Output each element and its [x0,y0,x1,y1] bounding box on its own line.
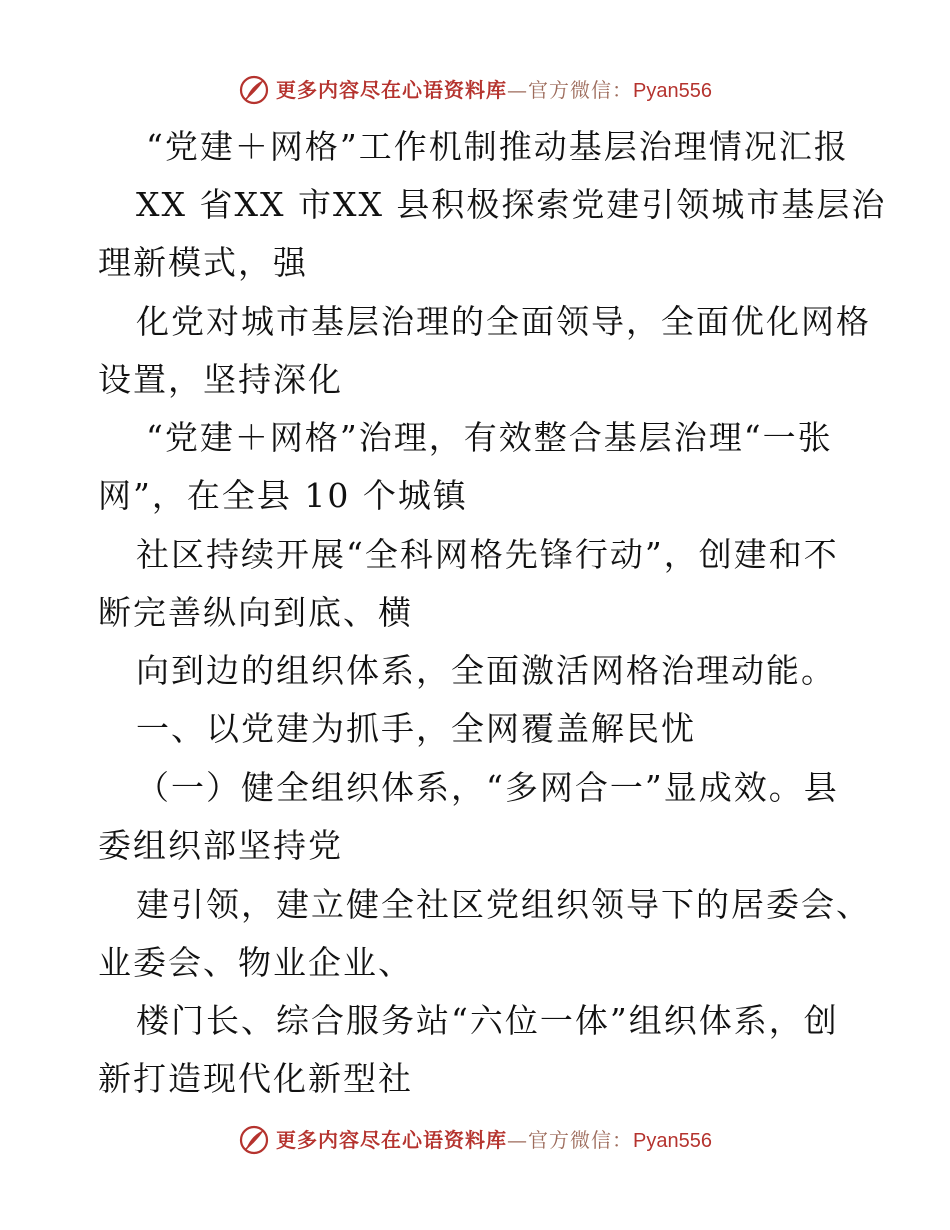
text-line: 社区持续开展“全科网格先锋行动”，创建和不 [136,535,839,574]
watermark-slogan: 更多内容尽在心语资料库 [276,77,508,102]
text-line: XX 省XX 市XX 县积极探索党建引领城市基层治 [136,185,887,224]
footer-watermark [0,1120,950,1160]
watermark-handle: Pyan556 [633,79,712,102]
text-line: 网”，在全县 10 个城镇 [98,476,468,515]
text-line: 业委会、物业企业、 [98,943,413,982]
text-line: 新打造现代化新型社 [98,1059,413,1098]
text-line: 断完善纵向到底、横 [98,593,413,632]
text-line: 向到边的组织体系，全面激活网格治理动能。 [136,651,836,690]
watermark-wechat-label: 官方微信： [528,1127,634,1152]
text-line: 化党对城市基层治理的全面领导，全面优化网格 [136,302,871,341]
header-watermark [0,70,950,110]
quill-logo-icon [238,74,270,106]
quill-logo-icon [238,1124,270,1156]
watermark-dash: — [507,1127,529,1152]
document-title: “党建＋网格”工作机制推动基层治理情况汇报 [146,127,849,166]
section-heading: 一、以党建为抓手，全网覆盖解民忧 [136,709,696,748]
watermark-handle: Pyan556 [633,1129,712,1152]
text-line: 委组织部坚持党 [98,826,343,865]
text-line: 建引领，建立健全社区党组织领导下的居委会、 [136,885,871,924]
watermark-wechat-label: 官方微信： [528,77,634,102]
watermark-slogan: 更多内容尽在心语资料库 [276,1127,508,1152]
text-line: “党建＋网格”治理，有效整合基层治理“一张 [146,418,833,457]
text-line: 楼门长、综合服务站“六位一体”组织体系，创 [136,1001,839,1040]
text-line: 设置，坚持深化 [98,360,343,399]
watermark-dash: — [507,77,529,102]
subsection-heading: （一）健全组织体系，“多网合一”显成效。县 [136,768,839,807]
text-line: 理新模式，强 [98,243,308,282]
